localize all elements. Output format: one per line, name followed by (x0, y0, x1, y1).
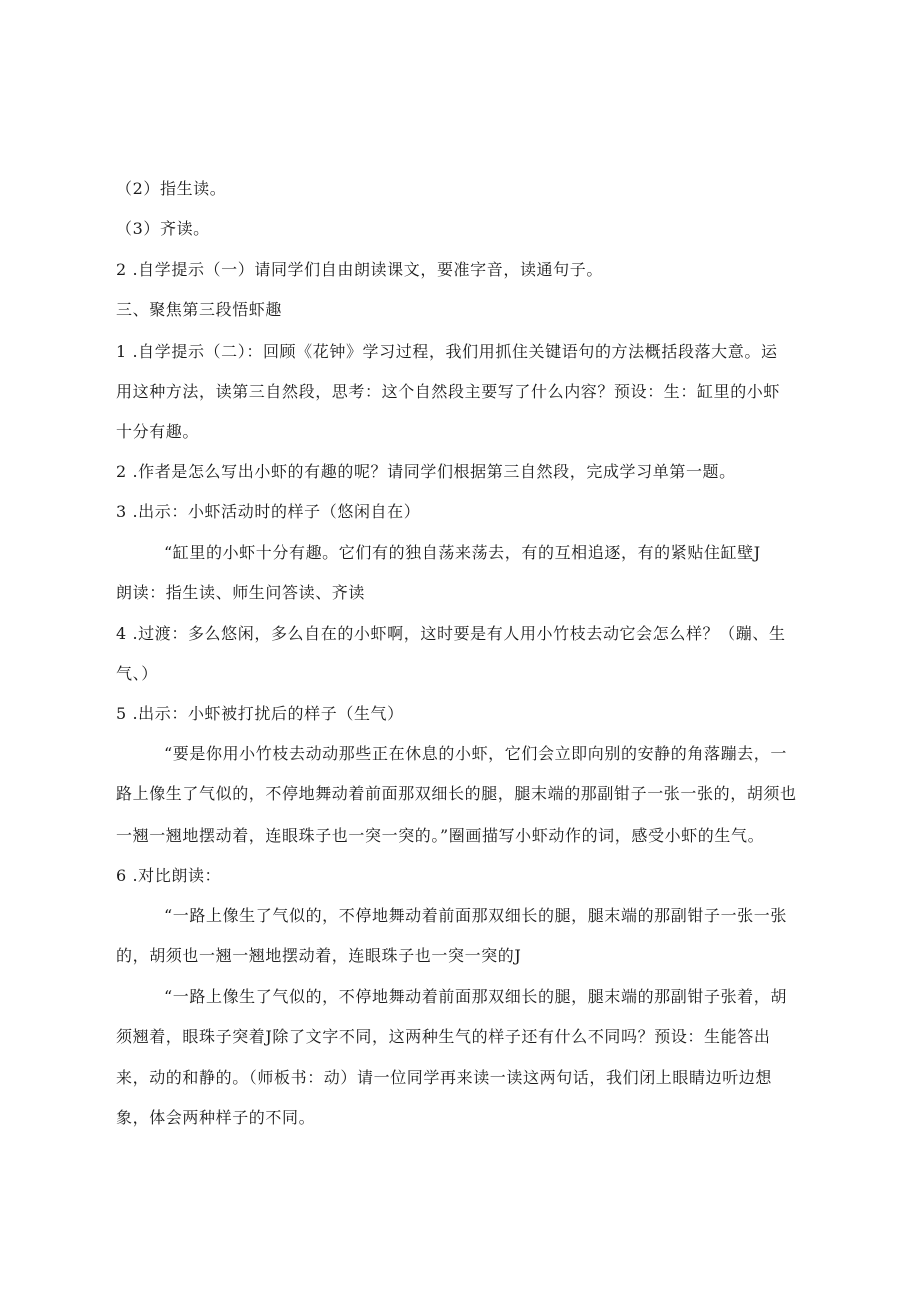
text-line-9: 3 .出示：小虾活动时的样子（悠闲自在） (116, 502, 421, 521)
text-line-5: 1 .自学提示（二）：回顾《花钟》学习过程，我们用抓住关键语句的方法概括段落大意。运 (116, 342, 778, 361)
text-line-17: 一翘一翘地摆动着，连眼珠子也一突一突的。”圈画描写小虾动作的词，感受小虾的生气。 (116, 826, 765, 845)
section-heading: 三、聚焦第三段悟虾趣 (116, 300, 283, 319)
text-line-6: 用这种方法，读第三自然段，思考：这个自然段主要写了什么内容？预设：生：缸里的小虾 (116, 382, 781, 401)
text-line-14: 5 .出示：小虾被打扰后的样子（生气） (116, 704, 404, 723)
quote-line-4: “一路上像生了气似的，不停地舞动着前面那双细长的腿，腿末端的那副钳子张着，胡 (164, 987, 787, 1006)
text-line-13: 气、） (116, 664, 158, 683)
text-line-11: 朗读：指生读、师生问答读、齐读 (116, 583, 366, 602)
quote-line-3: “一路上像生了气似的，不停地舞动着前面那双细长的腿，腿末端的那副钳子一张一张 (164, 906, 787, 925)
text-line-12: 4 .过渡：多么悠闲，多么自在的小虾啊，这时要是有人用小竹枝去动它会怎么样？（蹦、生 (116, 624, 786, 643)
text-line-18: 6 .对比朗读： (116, 866, 222, 885)
text-line-23: 来，动的和静的。（师板书：动）请一位同学再来读一读这两句话，我们闭上眼睛边听边想 (116, 1068, 773, 1087)
text-line-7: 十分有趣。 (116, 422, 200, 441)
text-line-16: 路上像生了气似的，不停地舞动着前面那双细长的腿，腿末端的那副钳子一张一张的，胡须也 (116, 784, 797, 803)
text-line-22: 须翘着，眼珠子突着J除了文字不同，这两种生气的样子还有什么不同吗？预设：生能答出 (116, 1027, 771, 1046)
quote-line-1: “缸里的小虾十分有趣。它们有的独自荡来荡去，有的互相追逐，有的紧贴住缸壁J (164, 543, 761, 562)
text-line-20: 的，胡须也一翘一翘地摆动着，连眼珠子也一突一突的J (116, 946, 522, 965)
quote-line-2: “要是你用小竹枝去动动那些正在休息的小虾，它们会立即向别的安静的角落蹦去，一 (164, 744, 787, 763)
text-line-8: 2 .作者是怎么写出小虾的有趣的呢？请同学们根据第三自然段，完成学习单第一题。 (116, 462, 736, 481)
text-line-3: 2 .自学提示（一）请同学们自由朗读课文，要准字音，读通句子。 (116, 260, 603, 279)
text-line-1: （2）指生读。 (116, 179, 227, 198)
text-line-2: （3）齐读。 (116, 219, 210, 238)
text-line-24: 象，体会两种样子的不同。 (116, 1108, 316, 1127)
